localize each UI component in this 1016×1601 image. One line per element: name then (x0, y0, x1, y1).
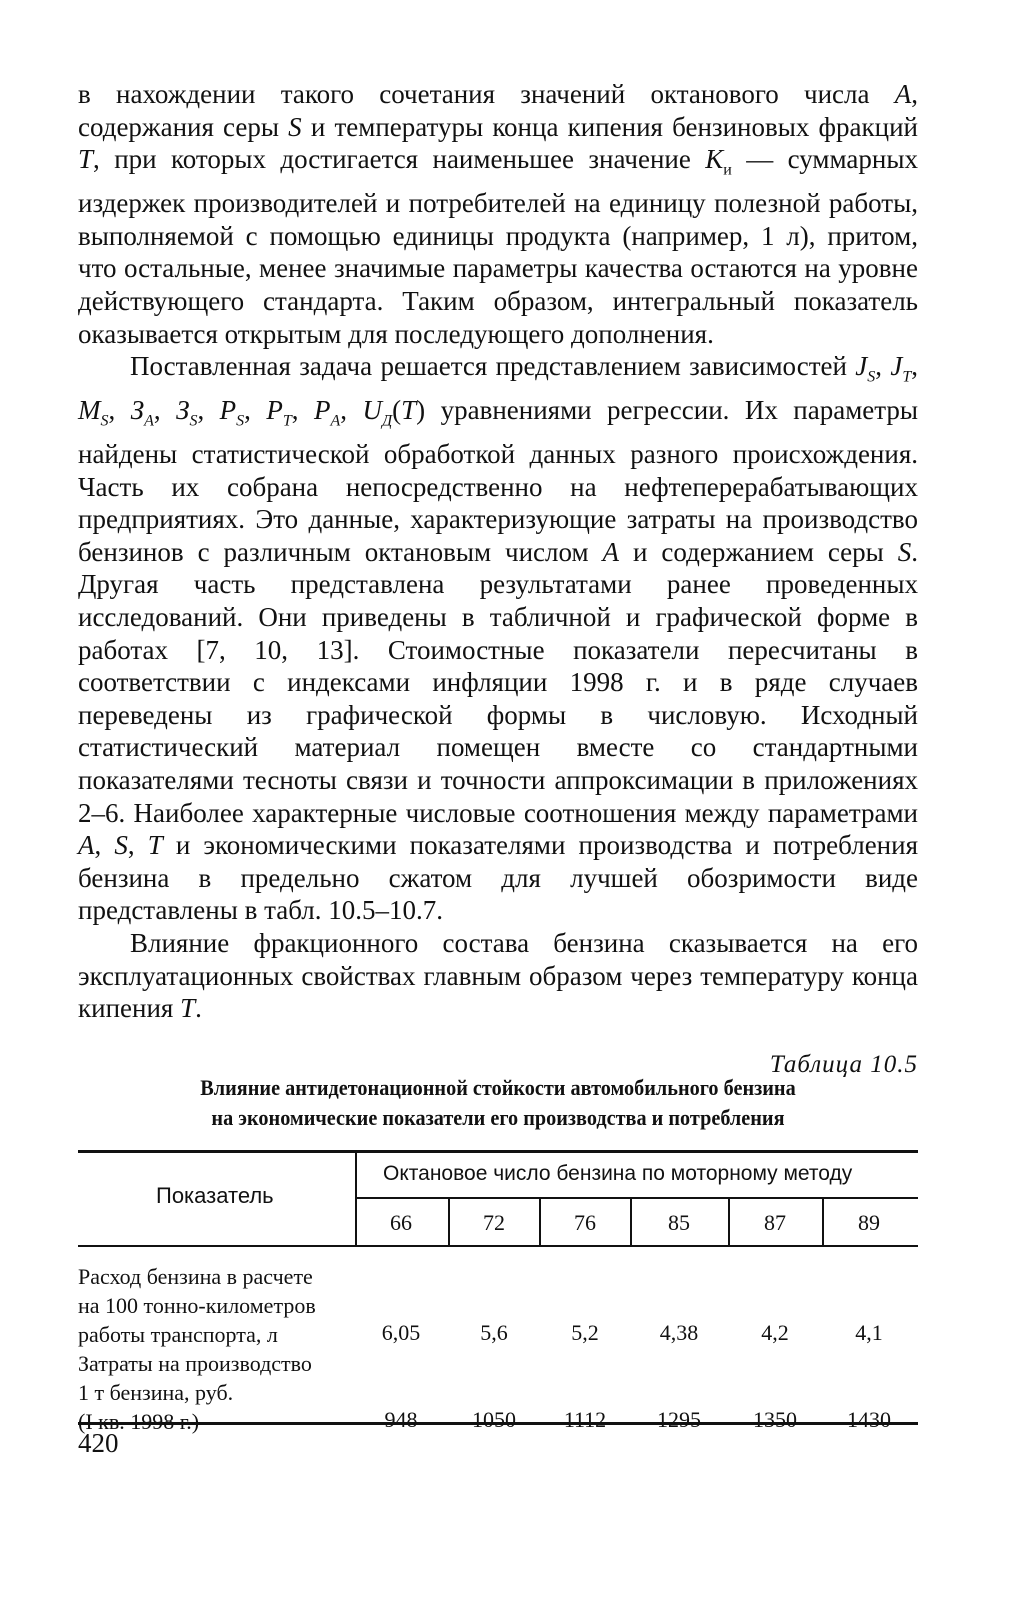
table-row-label (78, 1349, 368, 1436)
table-header-sep (355, 1197, 918, 1199)
header-label: Показатель (156, 1183, 274, 1208)
row-label-line: Затраты на производство (78, 1351, 312, 1376)
row-label-line: (I кв. 1998 г.) (78, 1409, 200, 1434)
table-cell: 4,2 (761, 1320, 789, 1345)
header-group: Октановое число бензина по моторному методу (383, 1162, 853, 1185)
table-cell: 5,2 (571, 1320, 599, 1345)
row-label-line: Расход бензина в расчете (78, 1264, 313, 1289)
table-number: Таблица 10.5 (769, 1051, 918, 1078)
row-label-line: 1 т бензина, руб. (78, 1380, 234, 1405)
column-header: 72 (483, 1210, 505, 1235)
page-body (78, 78, 918, 1025)
table-cell: 1350 (753, 1407, 797, 1432)
paragraph-2: Поставленная задача решается представлением зависимостей $J_S$, $J_T$, $M_S$, $З_A$, $З_S$, $P_S$, $P_T$, $P_A$, $U_Д(T)$ уравнениями регрессии. Их параметры найдены статистической обработкой данных разного происхождения. Часть их собрана непосредственно на нефтеперерабатывающих предприятиях. Это данные, характеризующие затраты на производство бензинов с различным октановым числом A и содержанием серы S. Другая часть представлена результатами ранее проведенных исследований. Они приведены в табличной и графической форме в работах [7, 10, 13]. Стоимостные показатели пересчитаны в соответствии с индексами инфляции 1998 г. и в ряде случаев переведены из графической формы в числовую. Исходный статистический материал помещен вместе со стандартными показателями тесноты связи и точности аппроксимации в приложениях 2–6. Наиболее характерные числовые соотношения между параметрами A, S, T и экономическими показателями производства и потребления бензина в предельно сжатом для лучшей обозримости виде представлены в табл. 10.5–10.7. (78, 351, 919, 926)
paragraph-1: в нахождении такого сочетания значений октанового числа A, содержания серы S и температуры конца кипения бензиновых фракций T, при которых достигается наименьшее значение $K_и$ — суммарных издержек производителей и потребителей на единицу полезной работы, выполняемой с помощью единицы продукта (например, 1 л), притом, что остальные, менее значимые параметры качества остаются на уровне действующего стандарта. Таким образом, интегральный показатель оказывается открытым для последующего дополнения. (78, 79, 918, 349)
col-divider (539, 1198, 541, 1247)
table-cell: 1050 (472, 1407, 516, 1432)
table-cell: 1295 (657, 1407, 701, 1432)
table-cell: 948 (384, 1407, 418, 1432)
table-title (112, 1073, 885, 1133)
table-title-line-2: на экономические показатели его производства и потребления (211, 1105, 785, 1130)
table-top-rule (78, 1150, 918, 1153)
table-row-label (78, 1262, 368, 1349)
column-header: 85 (668, 1210, 690, 1235)
paragraph-3: Влияние фракционного состава бензина сказывается на его эксплуатационных свойствах главным образом через температуру конца кипения T. (78, 928, 918, 1024)
col-divider (728, 1198, 730, 1247)
row-label-line: на 100 тонно-километров (78, 1293, 316, 1318)
table-cell: 1430 (847, 1407, 891, 1432)
table-cell: 4,1 (855, 1320, 883, 1345)
col-divider (630, 1198, 632, 1247)
column-header: 66 (390, 1210, 412, 1235)
table-cell: 5,6 (480, 1320, 508, 1345)
table-cell: 4,38 (659, 1320, 699, 1345)
col-divider (355, 1150, 357, 1247)
row-label-line: работы транспорта, л (78, 1322, 278, 1347)
col-divider (448, 1198, 450, 1247)
column-header: 76 (574, 1210, 596, 1235)
table-title-line-1: Влияние антидетонационной стойкости автомобильного бензина (200, 1075, 796, 1100)
page-number: 420 (78, 1428, 119, 1458)
table-header-bottom-rule (78, 1245, 918, 1247)
table-cell: 1112 (563, 1407, 607, 1432)
col-divider (822, 1198, 824, 1247)
column-header: 89 (858, 1210, 880, 1235)
column-header: 87 (764, 1210, 786, 1235)
table-cell: 6,05 (381, 1320, 421, 1345)
